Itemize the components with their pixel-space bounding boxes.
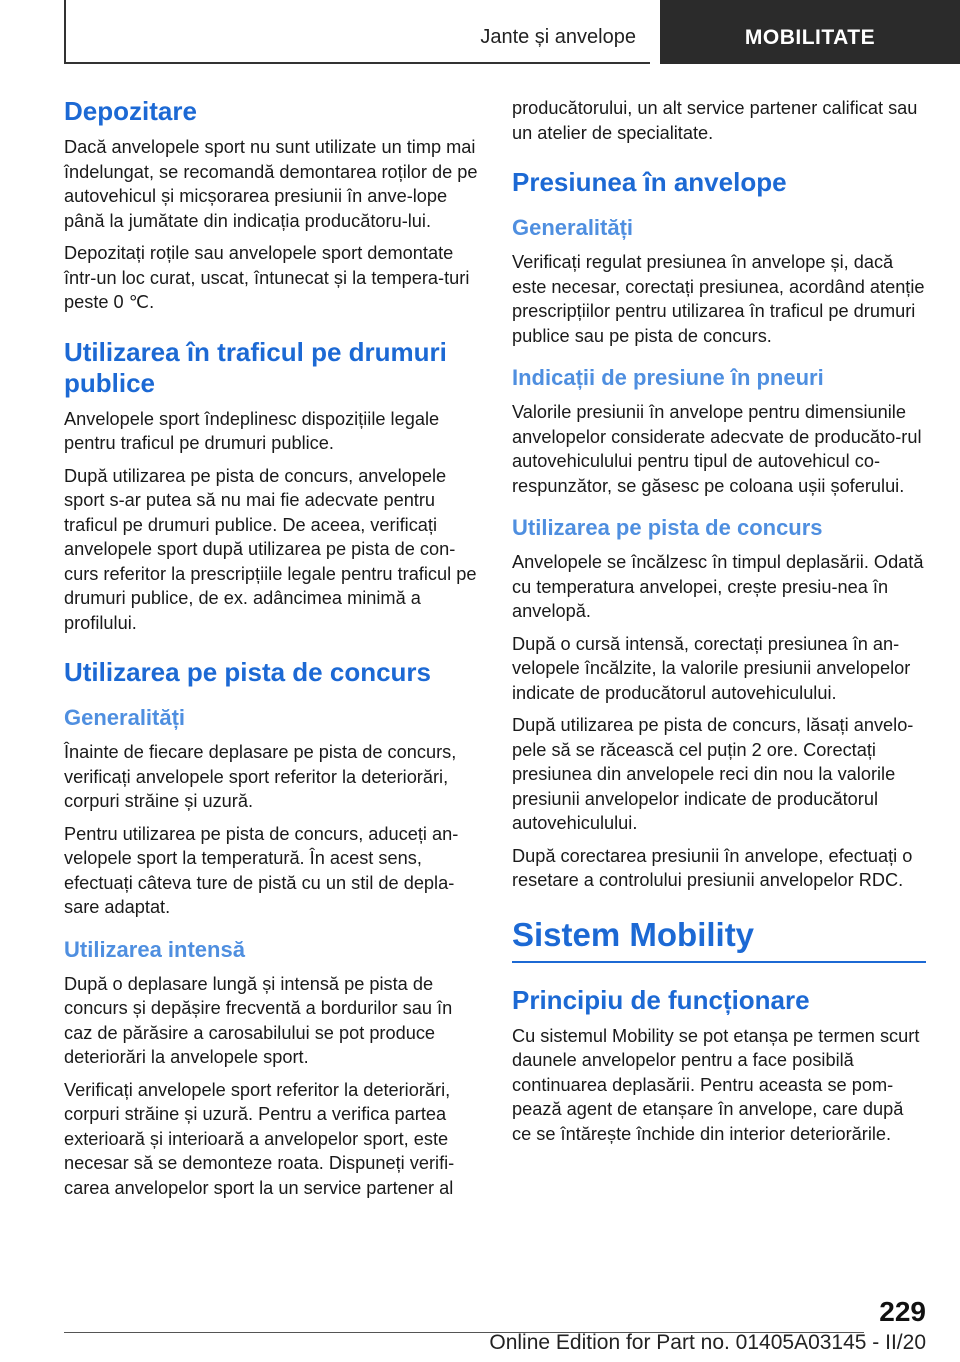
left-column: [64, 96, 478, 1200]
chapter-tab: [660, 0, 960, 64]
heading-presiune: Presiunea în anvelope: [512, 167, 787, 197]
heading-intensa: Utilizarea intensă: [64, 936, 245, 962]
paragraph-generalitati-1: Înainte de fiecare deplasare pe pista de concurs, verificați anvelopele sport referitor la deteriorări, corpuri străine și uzură.: [64, 742, 457, 811]
heading-mobility: Sistem Mobility: [512, 915, 755, 953]
heading-depozitare: Depozitare: [64, 96, 197, 126]
heading-generalitati: Generalități: [64, 705, 186, 730]
section-title: Jante și anvelope: [480, 26, 636, 48]
paragraph-pista-2: După o cursă intensă, corectați presiunea în an-velopele încălzite, la valorile presiunii anvelopelor indicate de producătorul autovehiculului.: [512, 633, 911, 703]
paragraph-indicatii: Valorile presiunii în anvelope pentru dimensiunile anvelopelor considerate adecvate de producăto-rul autovehiculului pentru tipul de autovehicul co-respunzător, se găsesc pe coloana ușii șoferului.: [512, 402, 922, 496]
paragraph-pista-4: După corectarea presiunii în anvelope, efectuați o resetare a controlului presiunii anvelopelor RDC.: [512, 845, 913, 890]
paragraph-depozitare-1: Dacă anvelopele sport nu sunt utilizate un timp mai îndelungat, se recomandă demontarea roților de pe autovehicul și micșorarea presiunii în anve-lope până la jumătate din indicația producătoru-lui.: [64, 137, 478, 231]
page-header: [0, 0, 960, 66]
heading-trafic: Utilizarea în traficul pe drumuri publice: [64, 336, 447, 398]
header-left-rule: [64, 0, 66, 64]
paragraph-generalitati-2: Pentru utilizarea pe pista de concurs, aduceți an-velopele sport la temperatură. În acest sens, efectuați câteva ture de pistă cu un stil de depla-sare adaptat.: [64, 823, 459, 917]
heading-indicatii: Indicații de presiune în pneuri: [512, 365, 824, 390]
heading-principiu: Principiu de funcționare: [512, 984, 810, 1015]
chapter-tab-label: MOBILITATE: [744, 26, 876, 49]
paragraph-generalitati-presiune: Verificați regulat presiunea în anvelope și, dacă este necesar, corectați presiunea, acordând atenție prescripțiilor pentru utilizarea în traficul pe drumuri publice sau pe pista de concurs.: [512, 252, 925, 346]
paragraph-depozitare-2: Depozitați roțile sau anvelopele sport demontate într-un loc curat, uscat, întunecat și la tempera-turi peste 0 ℃.: [64, 243, 470, 312]
edition-text: Online Edition for Part no. 01405A03145 - II/20: [489, 1331, 926, 1354]
heading-pista: Utilizarea pe pista de concurs: [64, 657, 432, 687]
paragraph-intensa-1: După o deplasare lungă și intensă pe pista de concurs și depășire frecventă a bordurilor sau în caz de părăsire a carosabilului se pot produce deteriorări la anvelopele sport.: [64, 973, 453, 1067]
paragraph-trafic-2: După utilizarea pe pista de concurs, anvelopele sport s-ar putea să nu mai fie adecvate pentru traficul pe drumuri publice. De aceea, verificați anvelopele sport după utilizarea pe pista de con-curs referitor la prescripțiile legale pentru traficul pe drumuri publice, de ex. adâncimea minimă a profilului.: [64, 465, 477, 633]
paragraph-principiu: Cu sistemul Mobility se pot etanșa pe termen scurt daunele anvelopelor pentru a face posibilă continuarea deplasării. Pentru aceasta se pom-pează agent de etanșare în anvelope, care după ce se întărește închide din interior deteriorările.: [512, 1025, 920, 1144]
right-column: [512, 96, 926, 1146]
paragraph-trafic-1: Anvelopele sport îndeplinesc dispozițiile legale pentru traficul pe drumuri publice.: [64, 408, 440, 453]
heading-pista-presiune: Utilizarea pe pista de concurs: [512, 515, 823, 540]
paragraph-pista-3: După utilizarea pe pista de concurs, lăsați anvelo-pele să se răcească cel puțin 2 ore. Corectați presiunea din anvelopele reci din nou la valorile presiunii anvelopelor indicate de producătorul autovehiculului.: [512, 715, 914, 833]
paragraph-continuation: producătorului, un alt service partener calificat sau un atelier de specialitate.: [512, 98, 918, 143]
paragraph-intensa-2: Verificați anvelopele sport referitor la deteriorări, corpuri străine și uzură. Pentru a verifica partea exterioară și interioară a anvelopelor sport, este necesar să se demonteze roata. Dispuneți verifi-carea anvelopelor sport la un service partener al: [64, 1079, 455, 1198]
header-bottom-rule: [64, 62, 650, 64]
paragraph-pista-1: Anvelopele se încălzesc în timpul deplasării. Odată cu temperatura anvelopei, crește presiu-nea în anvelopă.: [512, 552, 924, 621]
heading-generalitati-presiune: Generalități: [512, 215, 634, 240]
page-number: 229: [879, 1296, 926, 1327]
